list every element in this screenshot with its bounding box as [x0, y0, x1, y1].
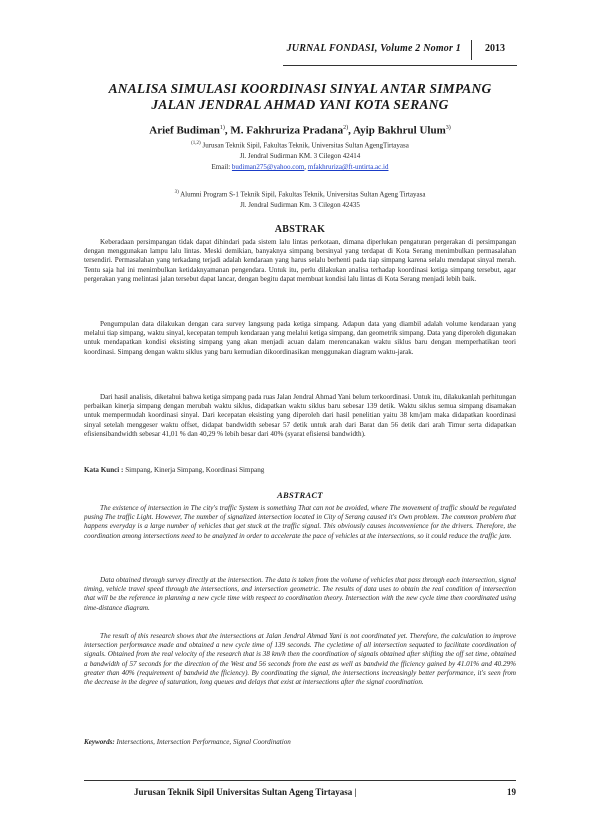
footer-text: Jurusan Teknik Sipil Universitas Sultan Ageng Tirtayasa | [134, 787, 357, 797]
abstrak-heading: ABSTRAK [274, 224, 326, 235]
header-rule [283, 65, 517, 66]
email-separator: , [304, 163, 308, 172]
affiliation-1-sup: (1,2) [191, 141, 201, 146]
footer-rule [84, 780, 516, 781]
author-1-sup: 1) [219, 125, 225, 131]
keywords-text: Simpang, Kinerja Simpang, Koordinasi Simpang [123, 466, 265, 474]
page-footer [84, 780, 516, 802]
affiliation-1-line-2: Jl. Jendral Sudirman KM. 3 Cilegon 42414 [239, 152, 361, 161]
page-header [283, 40, 517, 66]
author-separator: , [224, 124, 231, 137]
affiliation-1 [100, 138, 500, 173]
abstract-paragraph-3: The result of this research shows that the intersections at Jalan Jendral Ahmad Yani is not coordinated yet. Therefore, the calculation to improve intersection performance made and obtained a new cycle time of 139 seconds. The cycletime of all intersection sequated to facilitate coordination of signals. Obtained from the real velocity of the research that is 38 km/h then the coordination of signals obtained after shifting the off set time, obtained a bandwidth of 57 seconds for the direction of the West and 56 seconds from the east as well as bandwid the fficiency gained by 41.01% and 40.29% greater than 40% (requirement of bandwid the fficiency). By coordinating the signal, the intersections increasingly better performance, it's seen from the decrease in the degree of saturation, long queues and delays that exist at intersections after the signal coordination. [84, 632, 516, 687]
affiliation-2-sup: 3) [174, 190, 179, 195]
abstrak-paragraph-1: Keberadaan persimpangan tidak dapat dihindari pada sistem lalu lintas perkotaan, dimana diperlukan pengaturan pergerakan di persimpangan dengan menggunakan lampu lalu lintas. Meski demikian, banyaknya simpang bersinyal yang terdapat di Kota Serang menimbulkan permasalahan tersendiri. Permasalahan yang terkadang terjadi adalah kendaraan yang harus selalu berhenti pada tiap simpang karena selalu mendapat sinyal merah. Tentu saja hal ini menimbulkan ketidaknyamanan pengendara. Untuk itu, perlu dilakukan analisa terhadap koordinasi ketiga simpang tersebut, agar pergerakan yang melintasi jalan tersebut dapat lancar, dengan begitu dapat membuat kondisi lalu lintas di Kota Serang menjadi lebih baik. [84, 238, 516, 283]
abstract-paragraph-1: The existence of intersection in The city's traffic System is something That can not be avoided, where The movement of traffic should be regulated pusing The traffic Light. However, The number of signalized intersection located in City of Serang caused it's Own problem. The common problem that happens everyday is a large number of vehicles that get stuck at the traffic signal. This obviously causes inconvenience for the drivers. Therefore, the coordination among intersections need to be analyzed in order to accelerate the pace of vehicles at the intersections, so it could reduce the traffic jam. [84, 504, 516, 540]
page-number: 19 [507, 787, 516, 797]
author-1: Arief Budiman [149, 124, 220, 137]
email-link-1[interactable]: budiman275@yahoo.com [231, 163, 305, 172]
abstract-heading: ABSTRACT [277, 490, 323, 500]
abstrak-keywords [84, 466, 516, 475]
journal-year: 2013 [485, 43, 505, 54]
author-2-sup: 2) [343, 125, 349, 131]
affiliation-2-line-1: Alumni Program S-1 Teknik Sipil, Fakultas Teknik, Universitas Sultan Ageng Tirtayasa [180, 190, 426, 199]
affiliation-2 [100, 187, 500, 211]
header-separator [471, 40, 472, 60]
email-label: Email: [211, 163, 232, 172]
author-2: M. Fakhruriza Pradana [230, 124, 344, 137]
abstract-keywords [84, 738, 516, 747]
keywords-label: Keywords: [84, 738, 115, 746]
title-line-2: JALAN JENDRAL AHMAD YANI KOTA SERANG [151, 97, 449, 112]
email-link-2[interactable]: mfakhruriza@ft-untirta.ac.id [307, 163, 389, 172]
author-3-sup: 3) [445, 125, 451, 131]
keywords-text: Intersections, Intersection Performance, Signal Coordination [114, 738, 291, 746]
author-separator: , [348, 124, 354, 137]
keywords-label: Kata Kunci : [84, 466, 124, 474]
author-list [80, 122, 520, 138]
affiliation-1-line-1: Jurusan Teknik Sipil, Fakultas Teknik, Universitas Sultan AgengTirtayasa [202, 141, 409, 150]
abstrak-paragraph-2: Pengumpulan data dilakukan dengan cara survey langsung pada ketiga simpang. Adapun data yang diambil adalah volume kendaraan yang melalui tiap simpang, waktu sinyal, kecepatan tempuh kendaraan yang melalui ketiga simpang, dan geometrik simpang. Data yang diperoleh digunakan untuk mendapatkan kondisi eksisting simpang yang akan menjadi acuan dalam merencanakan waktu siklus baru dengan memperhatikan teori koordinasi. Simpang dengan waktu siklus yang baru kemudian dikoordinasikan menggunakan diagram waktu-jarak. [84, 320, 516, 356]
author-3: Ayip Bakhrul Ulum [353, 124, 446, 137]
abstract-paragraph-2: Data obtained through survey directly at the intersection. The data is taken from the volume of vehicles that pass through each intersection, signal timing, vehicle travel speed through the intersections, and intersection geometric. The results of data uses to obtain the real condition of intersection that will be the reference in planning a new cycle time with respect to coordination theory. Intersection with the new cycle time then coordinated using time-distance diagram. [84, 576, 516, 612]
affiliation-2-line-2: Jl. Jendral Sudirman Km. 3 Cilegon 42435 [240, 201, 360, 210]
title-line-1: ANALISA SIMULASI KOORDINASI SINYAL ANTAR SIMPANG [108, 81, 492, 96]
journal-name: JURNAL FONDASI, Volume 2 Nomor 1 [286, 43, 461, 54]
paper-title [70, 81, 530, 113]
abstrak-paragraph-3: Dari hasil analisis, diketahui bahwa ketiga simpang pada ruas Jalan Jendral Ahmad Yani belum terkoordinasi. Untuk itu, dilakukanlah perhitungan perbaikan kinerja simpang dengan merubah waktu siklus, didapatkan waktu siklus baru sebesar 139 detik. Waktu siklus semua simpang disamakan untuk mempermudah koordinasi sinyal. Dari kecepatan eksisting yang diperoleh dari hasil penelitian yaitu 38 km/jam maka didapatkan koordinasi sinyal setelah menggeser waktu offset, didapat bandwidth sebesar 57 detik untuk arah dari Barat dan 56 detik dari arah Timur serta didapatkan efisiensibandwidth sebesar 41,01 % dan 40,29 % lebih besar dari 40% (syarat efisiensi bandwidth). [84, 393, 516, 438]
